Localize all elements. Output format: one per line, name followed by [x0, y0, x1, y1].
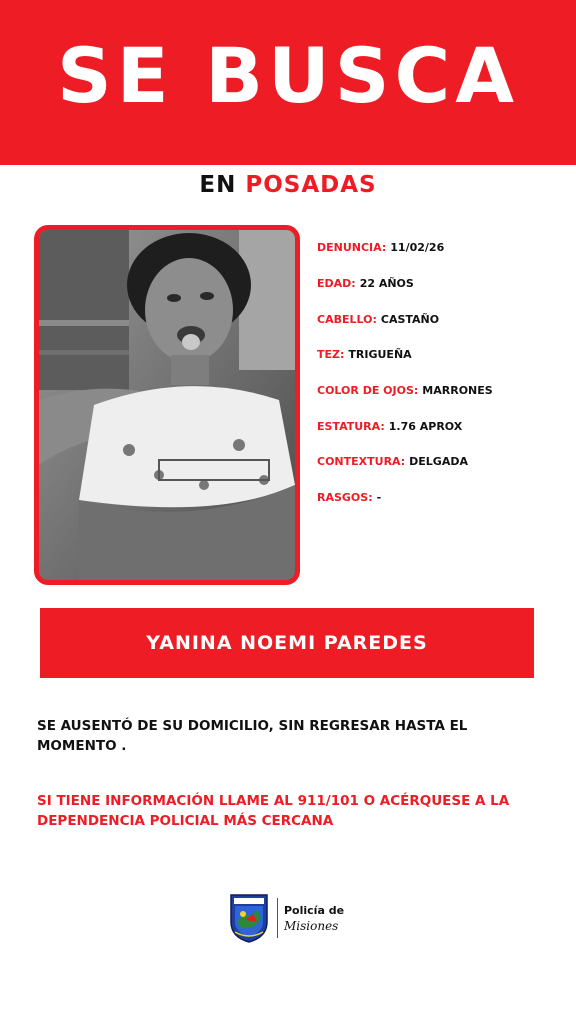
person-name: YANINA NOEMI PAREDES: [146, 632, 428, 654]
detail-row-rasgos: [317, 480, 567, 516]
detail-row-tez: [317, 337, 567, 373]
detail-value: 1.76 APROX: [388, 419, 463, 433]
detail-value: TRIGUEÑA: [348, 348, 412, 362]
org-name-line2: Misiones: [284, 918, 339, 933]
disappearance-message: SE AUSENTÓ DE SU DOMICILIO, SIN REGRESAR HASTA EL MOMENTO .: [37, 718, 468, 754]
header-banner: [0, 0, 576, 165]
police-shield-icon: [229, 892, 269, 944]
detail-value: -: [376, 491, 382, 505]
detail-row-cabello: [317, 301, 567, 337]
details-list: [317, 230, 567, 516]
person-name-banner: [40, 608, 534, 678]
footer-divider: [277, 898, 278, 938]
location-prefix: EN: [199, 172, 237, 198]
detail-row-estatura: [317, 408, 567, 444]
location-name: POSADAS: [245, 172, 377, 198]
missing-person-photo: [34, 225, 300, 585]
org-name-line1: Policía de: [284, 903, 345, 917]
detail-value: CASTAÑO: [380, 312, 440, 326]
location-subtitle: [0, 172, 576, 198]
footer-logo: [229, 892, 344, 944]
contact-instructions: SI TIENE INFORMACIÓN LLAME AL 911/101 O ACÉRQUESE A LA DEPENDENCIA POLICIAL MÁS CERCANA: [37, 793, 510, 829]
detail-row-denuncia: [317, 230, 567, 266]
person-photo-image: [39, 230, 295, 580]
detail-label: CABELLO:: [317, 312, 377, 326]
detail-value: 11/02/26: [390, 241, 445, 255]
detail-row-contextura: [317, 444, 567, 480]
detail-label: TEZ:: [317, 348, 345, 362]
detail-row-ojos: [317, 373, 567, 409]
detail-row-edad: [317, 266, 567, 302]
detail-label: CONTEXTURA:: [317, 455, 406, 469]
detail-label: DENUNCIA:: [317, 241, 387, 255]
page-title: SE BUSCA: [56, 30, 520, 120]
detail-value: MARRONES: [422, 384, 493, 398]
detail-label: ESTATURA:: [317, 419, 385, 433]
detail-value: 22 AÑOS: [359, 277, 414, 291]
detail-label: COLOR DE OJOS:: [317, 384, 419, 398]
detail-label: EDAD:: [317, 277, 356, 291]
detail-label: RASGOS:: [317, 491, 373, 505]
detail-value: DELGADA: [409, 455, 468, 469]
